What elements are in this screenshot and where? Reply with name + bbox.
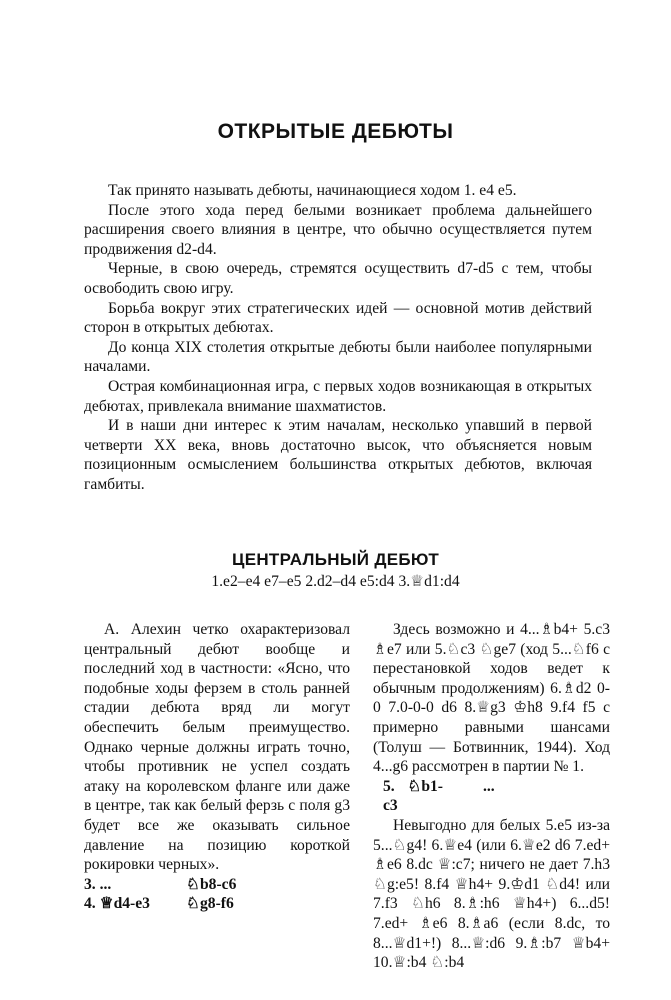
intro-paragraph: Острая комбинационная игра, с первых ходов возникающая в открытых дебютах, привлекала внимание шахматистов. — [84, 377, 592, 415]
intro-paragraph: Борьба вокруг этих стратегических идей — основной мотив действий сторон в открытых дебютах. — [84, 299, 592, 337]
move-number: 5. ♘b1-c3 — [383, 777, 443, 815]
intro-paragraph: До конца XIX столетия открытые дебюты были наиболее популярными началами. — [84, 338, 592, 376]
move-text: ... — [483, 777, 495, 795]
move-text: ♘b8-c6 — [186, 875, 237, 893]
intro-paragraph: После этого хода перед белыми возникает проблема дальнейшего расширения своего влияния в центре, что обычно осуществляется путем продвижения d2-d4. — [84, 201, 592, 258]
intro-paragraph: Так принято называть дебюты, начинающиеся ходом 1. е4 е5. — [108, 182, 517, 199]
intro-paragraph: Черные, в свою очередь, стремятся осуществить d7-d5 с тем, чтобы освободить свою игру. — [84, 260, 592, 297]
move-line — [373, 777, 610, 816]
section-moves: 1.е2–е4 е7–е5 2.d2–d4 e5:d4 3.♕d1:d4 — [211, 573, 460, 590]
intro-paragraph: И в наши дни интерес к этим началам, несколько упавший в первой четверти XX века, вновь достаточно высок, что объясняется новым позиционным осмыслением большинства открытых дебютов, включая гамбиты. — [84, 417, 592, 493]
left-column — [84, 620, 350, 914]
intro-text — [84, 181, 592, 495]
commentary-paragraph: Невыгодно для белых 5.e5 из-за 5...♘g4! 6.♕e4 (или 6.♕e2 d6 7.ed+ ♗e6 8.dc ♕:c7; ничего не дает 7.h3 ♘g:e5! 8.f4 ♕h4+ 9.♔d1 ♘d4! или 7.f3 ♘h6 8.♗:h6 ♕h4+) 6...d5! 7.ed+ ♗e6 8.♗a6 (если 8.dc, то 8...♕d1+!) 8...♕:d6 9.♗:b7 ♕b4+ 10.♕:b4 ♘:b4 — [373, 816, 610, 972]
move-text: ♘g8-f6 — [186, 895, 234, 913]
move-number: 3. ... — [84, 875, 112, 893]
move-line — [84, 875, 350, 895]
section-heading: ЦЕНТРАЛЬНЫЙ ДЕБЮТ — [231, 550, 440, 569]
commentary-paragraph: А. Алехин четко охарактеризовал центральный дебют вообще и последний ход в частности: «Ясно, что подобные ходы ферзем в столь ранней стадии дебюта вряд ли могут обеспечить белым преимущество. Однако черные должны играть точно, чтобы противник не успел создать атаку на королевском фланге или даже в центре, так как белый ферзь с поля g3 будет все же оказывать сильное давление на позицию короткой рокировки черных». — [84, 621, 350, 874]
right-column — [373, 620, 610, 973]
move-line — [84, 894, 350, 914]
chapter-heading: ОТКРЫТЫЕ ДЕБЮТЫ — [217, 120, 454, 143]
commentary-paragraph: Здесь возможно и 4...♗b4+ 5.c3 ♗e7 или 5.♘c3 ♘ge7 (ход 5...♘f6 с перестановкой ходов ведет к обычным продолжениям) 6.♗d2 0-0 7.0-0-0 d6 8.♕g3 ♔h8 9.f4 f5 с примерно равными шансами (Толуш — Ботвинник, 1944). Ход 4...g6 рассмотрен в партии № 1. — [373, 621, 610, 776]
move-number: 4. ♕d4-e3 — [84, 895, 150, 913]
